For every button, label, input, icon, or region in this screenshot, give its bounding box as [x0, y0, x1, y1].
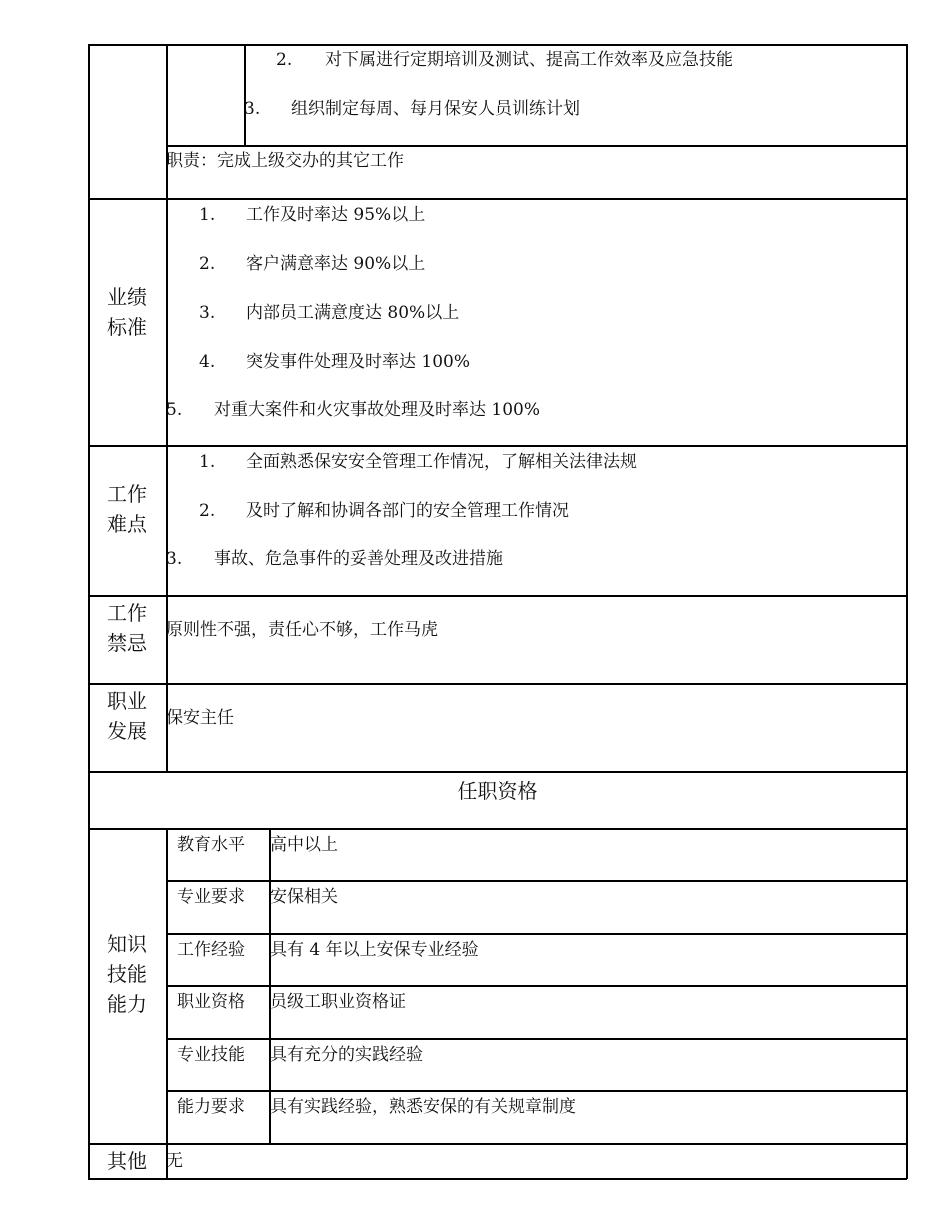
- list-number: 2.: [199, 254, 216, 274]
- row-divider: [166, 880, 907, 882]
- list-item: 对下属进行定期培训及测试、提高工作效率及应急技能: [325, 50, 733, 70]
- label-line: 职业: [107, 689, 147, 713]
- label-column-divider: [166, 828, 168, 1179]
- row-divider: [166, 145, 907, 147]
- table-border-right: [906, 44, 908, 1179]
- list-number: 4.: [199, 352, 216, 372]
- qualification-value: 员级工职业资格证: [270, 992, 406, 1012]
- list-number: 1.: [199, 205, 216, 225]
- list-item: 内部员工满意度达 80%以上: [246, 303, 460, 323]
- list-number: 1.: [199, 452, 216, 472]
- list-item: 对重大案件和火灾事故处理及时率达 100%: [214, 400, 541, 420]
- row-divider: [88, 445, 907, 447]
- qualification-value: 安保相关: [270, 887, 338, 907]
- taboos-label: [88, 598, 166, 658]
- list-item: 突发事件处理及时率达 100%: [246, 352, 471, 372]
- label-line: 知识: [107, 932, 147, 956]
- qualification-key: 专业要求: [177, 887, 245, 907]
- duty-other: 职责：完成上级交办的其它工作: [166, 151, 404, 171]
- list-item: 工作及时率达 95%以上: [246, 205, 426, 225]
- label-line: 工作: [107, 601, 147, 625]
- performance-label: [88, 282, 166, 342]
- row-divider: [166, 933, 907, 935]
- qualification-key: 能力要求: [177, 1097, 245, 1117]
- qualification-value: 具有实践经验，熟悉安保的有关规章制度: [270, 1097, 576, 1117]
- label-line: 业绩: [107, 285, 147, 309]
- sub-column-divider: [244, 44, 246, 146]
- qualification-value: 具有 4 年以上安保专业经验: [270, 940, 479, 960]
- qualification-key: 专业技能: [177, 1045, 245, 1065]
- list-number: 3.: [244, 99, 261, 119]
- other-text: 无: [166, 1151, 183, 1171]
- list-item: 客户满意率达 90%以上: [246, 254, 426, 274]
- label-line: 工作: [107, 482, 147, 506]
- label-line: 难点: [107, 512, 147, 536]
- list-item: 及时了解和协调各部门的安全管理工作情况: [246, 501, 569, 521]
- table-border-bottom: [88, 1178, 907, 1180]
- list-number: 2.: [199, 501, 216, 521]
- other-label: 其他: [107, 1149, 147, 1173]
- row-divider: [88, 1143, 907, 1145]
- label-line: 发展: [107, 719, 147, 743]
- qualifications-label: [88, 929, 166, 1019]
- row-divider: [166, 1090, 907, 1092]
- career-text: 保安主任: [166, 708, 234, 728]
- qualification-value: 高中以上: [270, 835, 338, 855]
- row-divider: [88, 771, 907, 773]
- list-number: 2.: [276, 50, 293, 70]
- qualifications-heading: 任职资格: [457, 779, 538, 803]
- row-divider: [88, 198, 907, 200]
- table-border-top: [88, 44, 907, 46]
- list-number: 3.: [166, 549, 183, 569]
- qualification-value: 具有充分的实践经验: [270, 1045, 423, 1065]
- label-line: 技能: [107, 962, 147, 986]
- taboos-text: 原则性不强，责任心不够，工作马虎: [166, 620, 438, 640]
- list-number: 5.: [166, 400, 183, 420]
- label-line: 能力: [107, 992, 147, 1016]
- list-number: 3.: [199, 303, 216, 323]
- list-item: 事故、危急事件的妥善处理及改进措施: [214, 549, 503, 569]
- row-divider: [166, 985, 907, 987]
- label-line: 标准: [107, 315, 147, 339]
- career-label: [88, 686, 166, 746]
- row-divider: [88, 683, 907, 685]
- row-divider: [88, 595, 907, 597]
- qualification-key: 职业资格: [177, 992, 245, 1012]
- qualification-key: 工作经验: [177, 940, 245, 960]
- row-divider: [166, 1038, 907, 1040]
- list-item: 组织制定每周、每月保安人员训练计划: [291, 99, 580, 119]
- qualification-key: 教育水平: [177, 835, 245, 855]
- row-divider: [88, 828, 907, 830]
- list-item: 全面熟悉保安安全管理工作情况，了解相关法律法规: [246, 452, 637, 472]
- difficulties-label: [88, 479, 166, 539]
- label-line: 禁忌: [107, 631, 147, 655]
